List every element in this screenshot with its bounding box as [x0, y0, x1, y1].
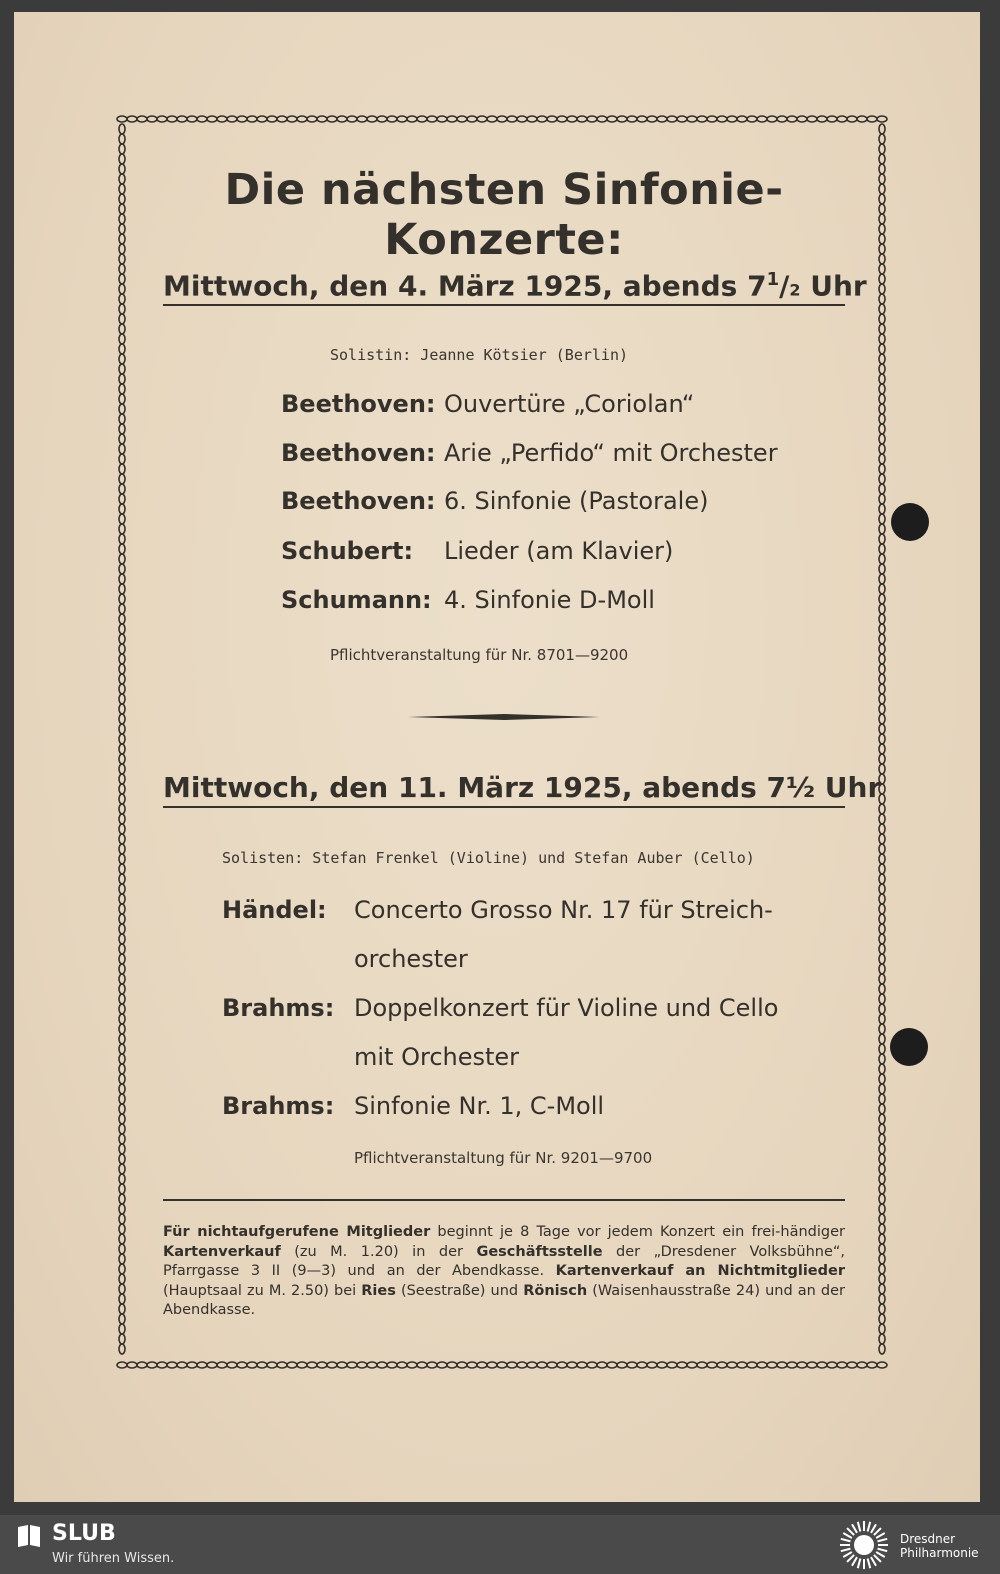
work-title: 6. Sinfonie (Pastorale) — [444, 487, 709, 515]
composer: Brahms: — [222, 994, 335, 1022]
footnote-text: der „Dresdener Volksbühne“, Pfarrgasse 3 II (9—3) und an der Abendkasse. — [163, 1243, 846, 1279]
poster-content — [163, 113, 882, 1371]
slub-logo-text: SLUB — [52, 1521, 116, 1546]
work-title: Concerto Grosso Nr. 17 für Streich- — [354, 896, 773, 924]
concert2-date-end: Uhr — [815, 771, 882, 804]
concert2-date-frac: ½ — [786, 771, 816, 804]
poster-title: Die nächsten Sinfonie-Konzerte: — [224, 165, 784, 265]
composer: Beethoven: — [281, 439, 436, 467]
concert2-soloist: Solisten: Stefan Frenkel (Violine) und Stefan Auber (Cello) — [222, 849, 755, 867]
concert2-duty-note: Pflichtveranstaltung für Nr. 9201—9700 — [354, 1149, 653, 1167]
composer: Schubert: — [281, 537, 414, 565]
composer: Beethoven: — [281, 390, 436, 418]
concert1-date-heading — [163, 269, 867, 306]
partner-logo-text — [900, 1532, 979, 1560]
concert2-date-heading — [163, 771, 882, 808]
punch-hole-upper — [891, 503, 929, 541]
viewer-footer-bar — [0, 1515, 1000, 1574]
footnote-bold: Geschäftsstelle — [476, 1243, 603, 1260]
work-title-continued: orchester — [354, 945, 468, 973]
slub-book-icon — [16, 1523, 42, 1549]
divider-ornament — [408, 714, 600, 720]
work-title-continued: mit Orchester — [354, 1043, 520, 1071]
footnote-rule — [163, 1199, 845, 1201]
concert1-date-text: Mittwoch, den 4. März 1925, abends 7 — [163, 269, 767, 303]
footnote-text: (Seestraße) und — [395, 1282, 524, 1299]
concert1-date-frac-slash: / — [779, 269, 790, 303]
footnote-bold: Kartenverkauf an Nichtmitglieder — [555, 1263, 845, 1279]
concert1-duty-note: Pflichtveranstaltung für Nr. 8701—9200 — [330, 646, 629, 664]
footnote-text: beginnt je 8 Tage vor jedem Konzert ein frei-händiger — [430, 1224, 845, 1240]
footnote-bold: Rönisch — [523, 1282, 588, 1299]
concert1-date-frac-den: 2 — [789, 280, 801, 300]
work-title: Lieder (am Klavier) — [444, 537, 674, 565]
composer: Händel: — [222, 896, 327, 924]
work-title: Arie „Perfido“ mit Orchester — [444, 439, 778, 467]
composer: Schumann: — [281, 586, 432, 614]
concert1-date-end: Uhr — [800, 269, 867, 303]
footnote-bold: Für nichtaufgerufene Mitglieder — [163, 1224, 431, 1240]
partner-name-line2: Philharmonie — [900, 1546, 979, 1560]
slub-tagline: Wir führen Wissen. — [52, 1551, 175, 1566]
punch-hole-lower — [890, 1028, 928, 1066]
concert1-soloist: Solistin: Jeanne Kötsier (Berlin) — [330, 346, 629, 364]
work-title: Sinfonie Nr. 1, C-Moll — [354, 1092, 605, 1120]
partner-name-line1: Dresdner — [900, 1532, 956, 1546]
concert2-date-text: Mittwoch, den 11. März 1925, abends 7 — [163, 771, 787, 804]
work-title: 4. Sinfonie D-Moll — [444, 586, 655, 614]
footnote-text: (zu M. 1.20) in der — [280, 1243, 477, 1260]
footnote-text: (Hauptsaal zu M. 2.50) bei — [163, 1282, 362, 1299]
work-title: Ouvertüre „Coriolan“ — [444, 390, 695, 418]
ticket-info-footnote — [163, 1223, 845, 1321]
footnote-bold: Kartenverkauf — [163, 1243, 281, 1260]
composer: Brahms: — [222, 1092, 335, 1120]
footnote-text: (Waisenhausstraße 24) und an der Abendkasse. — [163, 1282, 845, 1318]
composer: Beethoven: — [281, 487, 436, 515]
concert1-date-frac-num: 1 — [766, 269, 780, 290]
footnote-bold: Ries — [361, 1282, 396, 1299]
philharmonie-burst-icon — [838, 1519, 890, 1571]
work-title: Doppelkonzert für Violine und Cello — [354, 994, 779, 1022]
